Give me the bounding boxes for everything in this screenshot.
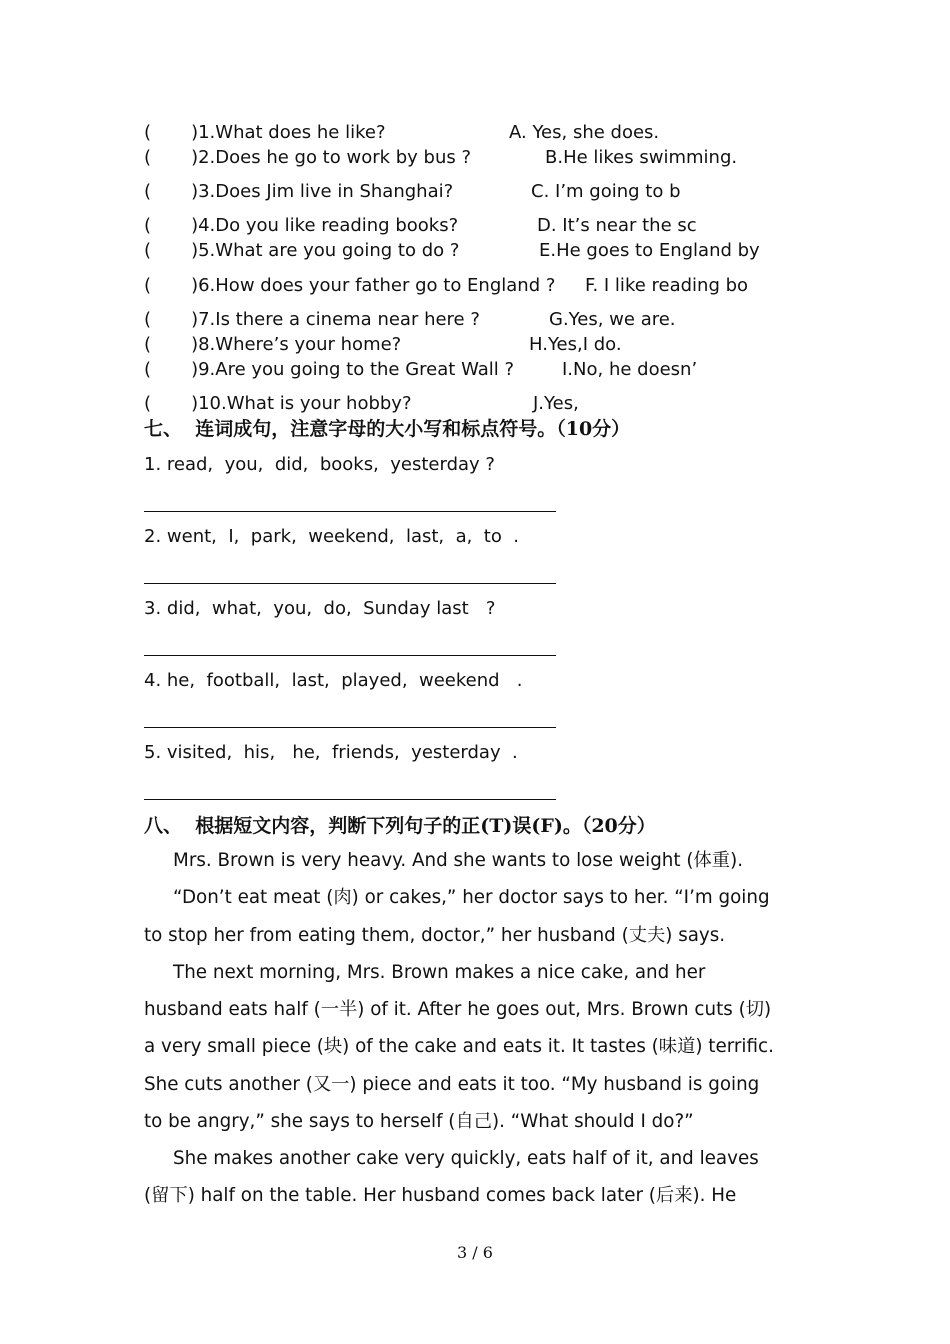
question-7: ( )7.Is there a cinema near here ? [144,309,480,330]
question-10: ( )10.What is your hobby? [144,393,412,414]
answer-e: E.He goes to England by [539,240,760,261]
passage-line: to stop her from eating them, doctor,” her husband (丈夫) says. [144,925,726,946]
question-6: ( )6.How does your father go to England ? [144,275,556,296]
answer-c: C. I’m going to b [531,181,681,202]
question-8: ( )8.Where’s your home? [144,334,402,355]
sentence-item-4: 4. he, football, last, played, weekend . [144,670,523,691]
sentence-item-5: 5. visited, his, he, friends, yesterday . [144,742,518,763]
question-9: ( )9.Are you going to the Great Wall ? [144,359,515,380]
answer-g: G.Yes, we are. [549,309,676,330]
passage-line: She cuts another (又一) piece and eats it too. “My husband is going [144,1074,760,1095]
question-1: ( )1.What does he like? [144,122,386,143]
answer-h: H.Yes,I do. [529,334,622,355]
passage-line: husband eats half (一半) of it. After he goes out, Mrs. Brown cuts (切) [144,999,772,1020]
passage-line: “Don’t eat meat (肉) or cakes,” her doctor says to her. “I’m going [144,887,770,908]
question-2: ( )2.Does he go to work by bus ? [144,147,472,168]
answer-f: F. I like reading bo [585,275,749,296]
sentence-item-3: 3. did, what, you, do, Sunday last ? [144,598,496,619]
question-5: ( )5.What are you going to do ? [144,240,460,261]
answer-i: I.No, he doesn’ [562,359,698,380]
answer-line-1[interactable] [144,511,556,512]
answer-line-2[interactable] [144,583,556,584]
answer-b: B.He likes swimming. [545,147,738,168]
passage-line: to be angry,” she says to herself (自己). “What should I do?” [144,1111,694,1132]
answer-line-5[interactable] [144,799,556,800]
passage-line: Mrs. Brown is very heavy. And she wants to lose weight (体重). [144,850,744,871]
sentence-item-2: 2. went, I, park, weekend, last, a, to . [144,526,520,547]
passage-line: a very small piece (块) of the cake and eats it. It tastes (味道) terrific. [144,1036,774,1057]
answer-line-3[interactable] [144,655,556,656]
section-8-heading: 八、 根据短文内容，判断下列句子的正(T)误(F)。（20分） [144,815,656,837]
answer-line-4[interactable] [144,727,556,728]
passage-line: She makes another cake very quickly, eats half of it, and leaves [144,1148,759,1169]
page-number: 3 / 6 [457,1243,493,1262]
section-7-heading: 七、 连词成句，注意字母的大小写和标点符号。（10分） [144,418,631,440]
answer-d: D. It’s near the sc [537,215,697,236]
passage-line: The next morning, Mrs. Brown makes a nice cake, and her [144,962,706,983]
answer-a: A. Yes, she does. [509,122,660,143]
sentence-item-1: 1. read, you, did, books, yesterday ? [144,454,495,475]
question-4: ( )4.Do you like reading books? [144,215,459,236]
answer-j: J.Yes, [533,393,579,414]
passage-line: (留下) half on the table. Her husband comes back later (后来). He [144,1185,737,1206]
question-3: ( )3.Does Jim live in Shanghai? [144,181,454,202]
